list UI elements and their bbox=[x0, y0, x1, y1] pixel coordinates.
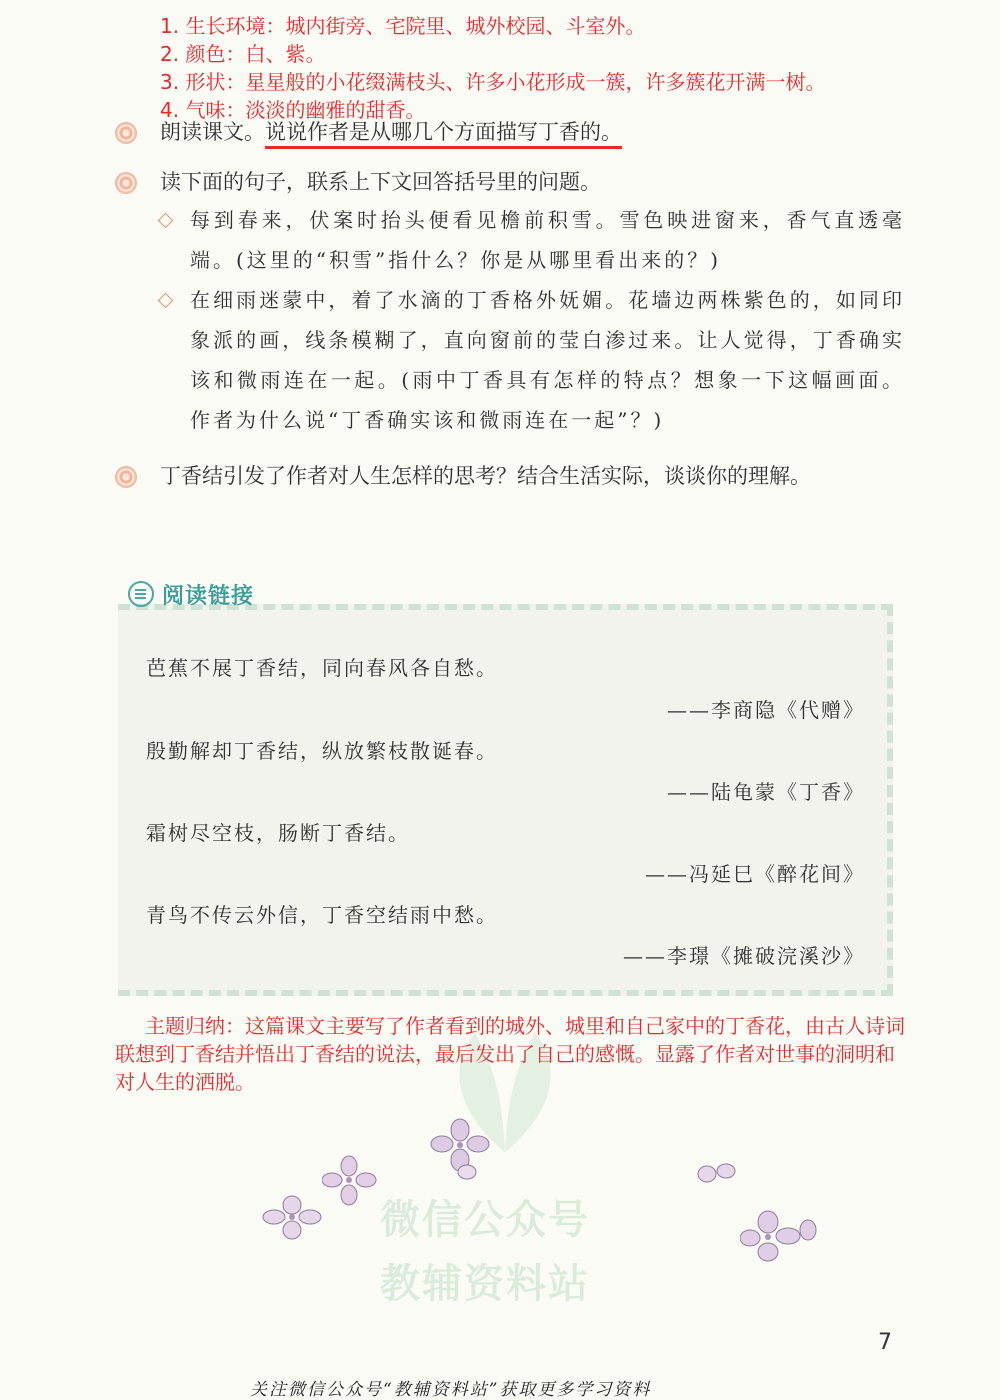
exercise-1-underlined: 说说作者是从哪几个方面描写丁香的。 bbox=[265, 120, 622, 149]
lilac-petal-icon bbox=[692, 1156, 742, 1191]
lilac-flower-icon bbox=[262, 1195, 322, 1240]
poem-line: 殷勤解却丁香结，纵放繁枝散诞春。 bbox=[146, 739, 498, 763]
exercise-2-item-text: 每到春来，伏案时抬头便看见檐前积雪。雪色映进窗来，香气直透毫端。(这里的“积雪”指什么？你是从哪里看出来的？) bbox=[190, 208, 905, 272]
poem-source: ——李商隐《代赠》 bbox=[667, 698, 865, 722]
annotation-line: 4. 气味：淡淡的幽雅的甜香。 bbox=[160, 98, 426, 122]
poem-source: ——陆龟蒙《丁香》 bbox=[667, 780, 865, 804]
exercise-2-item-1 bbox=[160, 200, 905, 280]
poem-line: 芭蕉不展丁香结，同向春风各自愁。 bbox=[146, 656, 498, 680]
reading-link-title: 阅读链接 bbox=[162, 583, 255, 609]
poem-line: 青鸟不传云外信，丁香空结雨中愁。 bbox=[146, 903, 498, 927]
question-bullet-icon bbox=[115, 172, 137, 194]
book-icon bbox=[128, 581, 154, 607]
diamond-bullet-icon bbox=[158, 293, 174, 309]
lilac-flower-icon bbox=[740, 1208, 820, 1263]
theme-summary: 主题归纳：这篇课文主要写了作者看到的城外、城里和自己家中的丁香花，由古人诗词联想到丁香结并悟出丁香结的说法，最后发出了自己的感慨。显露了作者对世事的洞明和对人生的洒脱。 bbox=[115, 1014, 905, 1094]
watermark-text: 微信公众号 bbox=[380, 1197, 590, 1243]
poem-line: 霜树尽空枝，肠断丁香结。 bbox=[146, 821, 410, 845]
exercise-1-text bbox=[160, 116, 622, 148]
exercise-2-text: 读下面的句子，联系上下文回答括号里的问题。 bbox=[160, 170, 601, 194]
annotation-line: 2. 颜色：白、紫。 bbox=[160, 42, 326, 66]
diamond-bullet-icon bbox=[158, 213, 174, 229]
answer-annotations bbox=[160, 12, 825, 124]
exercise-3-text: 丁香结引发了作者对人生怎样的思考？结合生活实际，谈谈你的理解。 bbox=[160, 464, 811, 488]
watermark-text: 教辅资料站 bbox=[380, 1261, 590, 1307]
lilac-petal-icon bbox=[455, 1162, 480, 1182]
annotation-line: 3. 形状：星星般的小花缀满枝头、许多小花形成一簇，许多簇花开满一树。 bbox=[160, 70, 826, 94]
page-number: 7 bbox=[878, 1330, 892, 1355]
footer-note: 关注微信公众号“教辅资料站”获取更多学习资料 bbox=[250, 1380, 652, 1400]
exercise-2-item-2 bbox=[160, 280, 905, 440]
poem-source: ——李璟《摊破浣溪沙》 bbox=[623, 944, 865, 968]
poem-source: ——冯延巳《醉花间》 bbox=[645, 862, 865, 886]
reading-link-header bbox=[128, 578, 254, 610]
exercise-1-prefix: 朗读课文。 bbox=[160, 120, 265, 144]
exercise-2-item-text: 在细雨迷蒙中，着了水滴的丁香格外妩媚。花墙边两株紫色的，如同印象派的画，线条模糊了，直向窗前的莹白渗过来。让人觉得，丁香确实该和微雨连在一起。(雨中丁香具有怎样的特点？想象一下这幅画面。作者为什么说“丁香确实该和微雨连在一起”？) bbox=[190, 288, 905, 432]
annotation-line: 1. 生长环境：城内街旁、宅院里、城外校园、斗室外。 bbox=[160, 14, 646, 38]
lilac-flower-icon bbox=[322, 1155, 377, 1210]
question-bullet-icon bbox=[115, 466, 137, 488]
question-bullet-icon bbox=[115, 122, 137, 144]
